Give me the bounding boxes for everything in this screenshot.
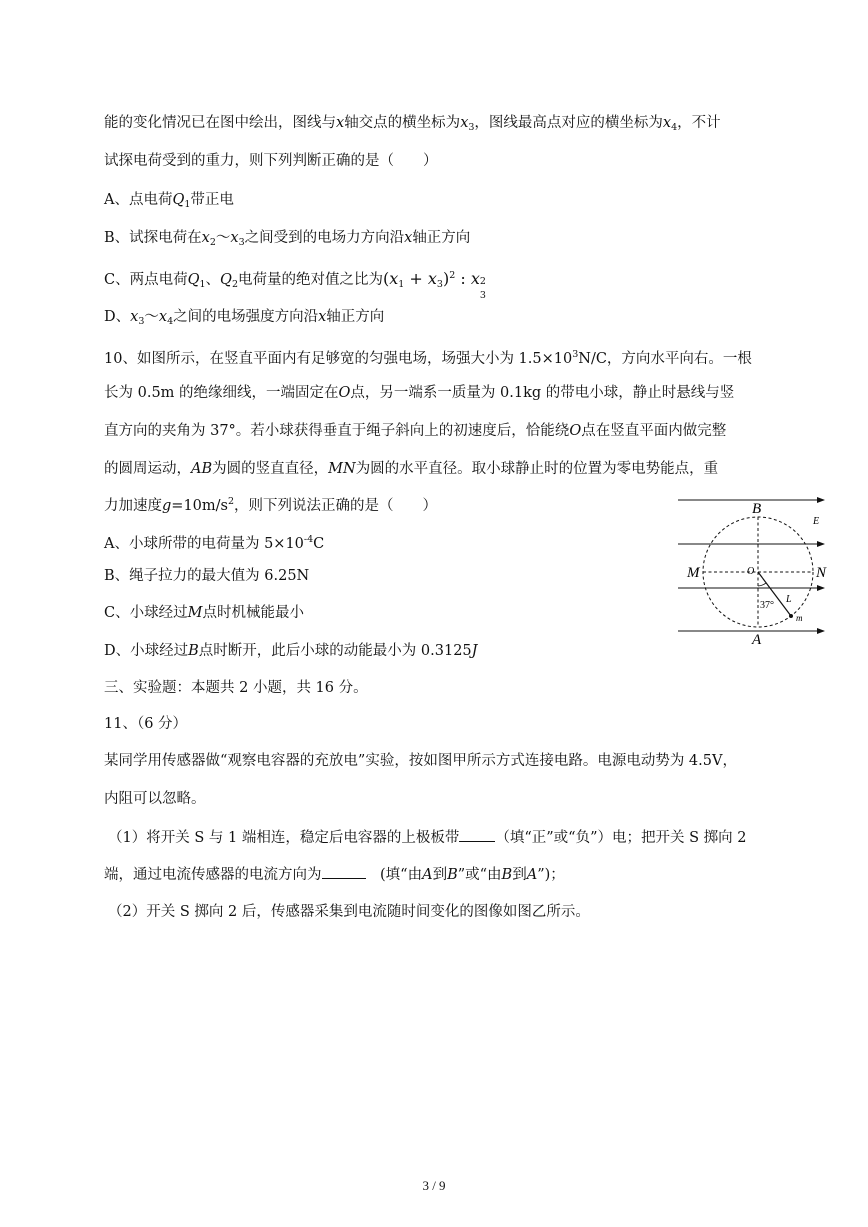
q9-intro-line2: 试探电荷受到的重力，则下列判断正确的是（ ） (104, 153, 438, 169)
section-3-heading: 三、实验题：本题共 2 小题，共 16 分。 (104, 680, 368, 696)
q10-line2: 长为 0.5m 的绝缘细线，一端固定在O点，另一端系一质量为 0.1kg 的带电小球，静止时悬线与竖 (104, 385, 735, 401)
q10-line5: 力加速度$g=10m/s^2$，则下列说法正确的是（ ） (104, 496, 438, 514)
q11-sub1-line2: 端，通过电流传感器的电流方向为 (填“由A到B”或“由B到A”)； (104, 864, 565, 885)
q9-option-a: A、点电荷$Q_1$带正电 (104, 192, 234, 210)
q11-para-line1: 某同学用传感器做“观察电容器的充放电”实验，按如图甲所示方式连接电路。电源电动势为 4.5V， (104, 753, 737, 769)
page-number: 3 / 9 (422, 1178, 446, 1193)
ball-m (789, 614, 793, 618)
blank-2[interactable] (322, 864, 366, 879)
q11-sub2: （2）开关 S 掷向 2 后，传感器采集到电流随时间变化的图像如图乙所示。 (108, 904, 590, 920)
label-angle: 37° (760, 600, 774, 611)
q10-option-c: C、小球经过M点时机械能最小 (104, 605, 304, 621)
q11-para-line2: 内阻可以忽略。 (104, 791, 206, 807)
q11-sub1-line1: （1）将开关 S 与 1 端相连，稳定后电容器的上极板带 （填“正”或“负”）电；把开关 S 掷向 2 (108, 827, 746, 848)
label-N: N (816, 565, 827, 581)
q10-option-d: D、小球经过B点时断开，此后小球的动能最小为 0.3125J (104, 643, 478, 659)
q9-intro-line1: 能的变化情况已在图中绘出，图线与x轴交点的横坐标为$x_3$，图线最高点对应的横坐标为$x_4$，不计 (104, 115, 721, 133)
q9-option-d: D、$x_3\sim x_4$之间的电场强度方向沿x轴正方向 (104, 309, 385, 327)
label-E: E (813, 516, 820, 527)
q9-option-b: B、试探电荷在$x_2\sim x_3$之间受到的电场力方向沿x轴正方向 (104, 230, 471, 248)
q10-option-b: B、绳子拉力的最大值为 6.25N (104, 568, 310, 584)
q10-line3: 直方向的夹角为 37°。若小球获得垂直于绳子斜向上的初速度后，恰能绕O点在竖直平面内做完整 (104, 423, 727, 439)
q10-line1: 10、如图所示，在竖直平面内有足够宽的匀强电场，场强大小为 $1.5\times 10^3N/C$，方向水平向右。一根 (104, 349, 752, 367)
label-M: M (687, 565, 700, 581)
label-m: m (796, 613, 803, 623)
label-B: B (752, 501, 762, 517)
label-A: A (752, 632, 762, 648)
label-O: O (747, 566, 755, 577)
q9-option-c: C、两点电荷$Q_1$、$Q_2$电荷量的绝对值之比为$(x_1 + x_3)^2$ : x 2 3 (104, 269, 486, 301)
label-L: L (786, 594, 792, 605)
angle-arc (758, 583, 766, 586)
q11-heading: 11、（6 分） (104, 716, 188, 732)
blank-1[interactable] (459, 827, 495, 842)
electric-field-circle-figure (672, 494, 832, 650)
q10-line4: 的圆周运动，AB为圆的竖直直径，MN为圆的水平直径。取小球静止时的位置为零电势能点，重 (104, 461, 719, 477)
ratio-formula: $(x_1 + x_3)^2$ : x 2 3 (382, 269, 486, 301)
q10-option-a: A、小球所带的电荷量为 $5\times 10^{-4}C$ (104, 534, 325, 552)
